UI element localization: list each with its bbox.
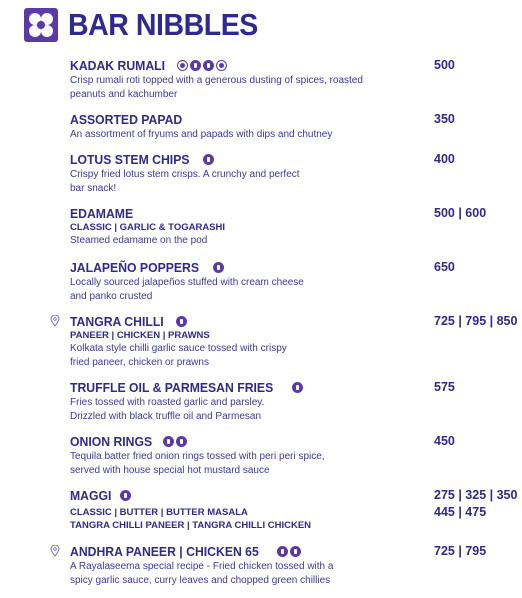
menu-item — [70, 544, 510, 588]
dietary-icons — [292, 382, 303, 393]
item-name: KADAK RUMALI — [70, 58, 166, 73]
allergen-icon — [203, 154, 214, 165]
allergen-icon — [163, 436, 174, 447]
brand-logo-icon — [24, 8, 58, 42]
allergen-icon — [177, 60, 188, 71]
item-name: MAGGI — [70, 488, 112, 503]
allergen-icon — [292, 382, 303, 393]
item-description: Fries tossed with roasted garlic and parsley. Drizzled with black truffle oil and Parmesan — [70, 397, 265, 422]
item-variants: PANEER | CHICKEN | PRAWNS — [70, 330, 210, 341]
item-price: 450 — [434, 434, 455, 448]
menu-item — [70, 206, 510, 248]
dietary-icons — [163, 436, 187, 447]
location-pin-icon — [50, 315, 60, 327]
item-description: Crispy fried lotus stem crisps. A crunchy and perfect bar snack! — [70, 169, 300, 194]
item-price: 575 — [434, 380, 455, 394]
dietary-icons — [120, 490, 131, 501]
item-name: ONION RINGS — [70, 434, 153, 449]
menu-item — [70, 314, 518, 370]
item-description: Tequila batter fried onion rings tossed with peri peri spice, served with house special hot mustard sauce — [70, 451, 325, 476]
item-price: 725 | 795 | 850 — [434, 314, 518, 328]
menu-header — [24, 8, 274, 42]
item-price: 650 — [434, 260, 455, 274]
item-price: 275 | 325 | 350 — [434, 488, 518, 502]
section-title: BAR NIBBLES — [68, 7, 258, 42]
menu-item — [70, 434, 510, 478]
item-name: LOTUS STEM CHIPS — [70, 152, 190, 167]
item-name: EDAMAME — [70, 206, 134, 221]
dietary-icons — [203, 154, 214, 165]
item-description: Crisp rumali roti topped with a generous dusting of spices, roasted peanuts and kachumber — [70, 75, 363, 100]
allergen-icon — [290, 546, 301, 557]
item-price: 500 | 600 — [434, 206, 487, 220]
item-description: An assortment of fryums and papads with dips and chutney — [70, 129, 333, 140]
allergen-icon — [216, 60, 227, 71]
allergen-icon — [213, 262, 224, 273]
allergen-icon — [176, 436, 187, 447]
menu-item — [70, 58, 510, 102]
menu-item — [70, 380, 510, 424]
item-price: 400 — [434, 152, 455, 166]
menu-item — [70, 260, 510, 304]
item-name: JALAPEÑO POPPERS — [70, 260, 200, 275]
menu-item — [70, 488, 518, 532]
dietary-icons — [213, 262, 224, 273]
item-description: Steamed edamame on the pod — [70, 235, 208, 246]
item-variants: CLASSIC | GARLIC & TOGARASHI — [70, 222, 226, 233]
dietary-icons — [176, 316, 187, 327]
item-name: ANDHRA PANEER | CHICKEN 65 — [70, 544, 259, 559]
item-price: 500 — [434, 58, 455, 72]
item-name: TANGRA CHILLI — [70, 314, 164, 329]
menu-item — [70, 112, 510, 142]
item-description: A Rayalaseema special recipe - Fried chicken tossed with a spicy garlic sauce, curry leaves and chopped green chillies — [70, 561, 334, 586]
allergen-icon — [277, 546, 288, 557]
item-name: TRUFFLE OIL & PARMESAN FRIES — [70, 380, 274, 395]
item-price: 725 | 795 — [434, 544, 487, 558]
dietary-icons — [177, 60, 227, 71]
allergen-icon — [190, 60, 201, 71]
item-variants-secondary: TANGRA CHILLI PANEER | TANGRA CHILLI CHICKEN — [70, 520, 312, 531]
item-name: ASSORTED PAPAD — [70, 112, 183, 127]
allergen-icon — [176, 316, 187, 327]
item-price-secondary: 445 | 475 — [434, 505, 487, 519]
item-variants: CLASSIC | BUTTER | BUTTER MASALA — [70, 507, 248, 518]
item-price: 350 — [434, 112, 455, 126]
dietary-icons — [277, 546, 301, 557]
allergen-icon — [203, 60, 214, 71]
allergen-icon — [120, 490, 131, 501]
location-pin-icon — [50, 545, 60, 557]
item-description: Locally sourced jalapeños stuffed with cream cheese and panko crusted — [70, 277, 304, 302]
item-description: Kolkata style chilli garlic sauce tossed with crispy fried paneer, chicken or prawns — [70, 343, 287, 368]
menu-item — [70, 152, 510, 196]
